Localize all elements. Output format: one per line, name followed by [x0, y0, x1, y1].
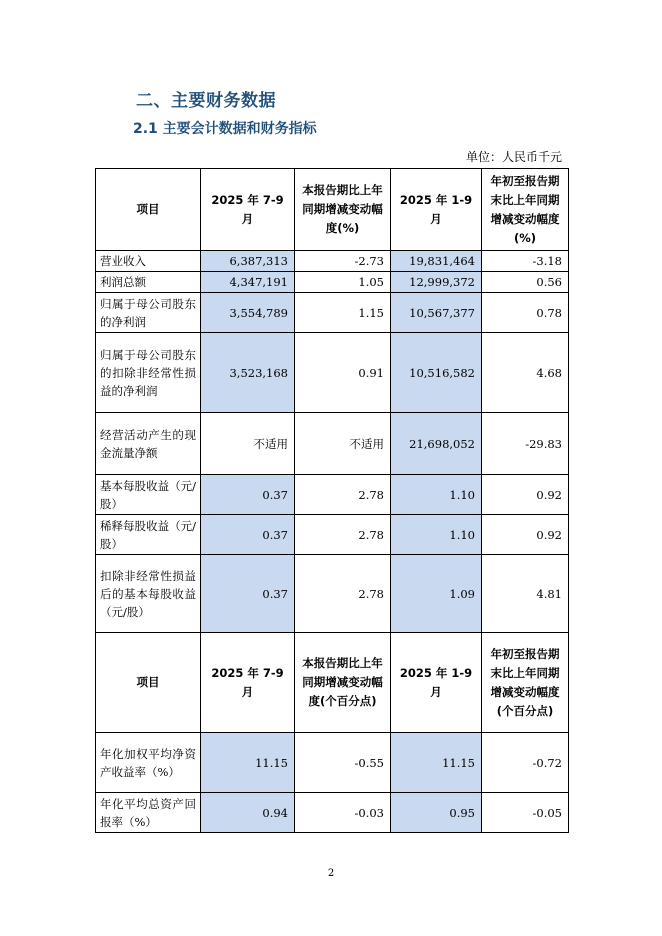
cell-ytd-change: 4.81	[482, 555, 569, 633]
table-row	[96, 555, 569, 633]
table-row	[96, 515, 569, 555]
table-row	[96, 333, 569, 413]
cell-ytd: 10,516,582	[391, 333, 482, 413]
header-q3: 2025 年 7-9 月	[201, 169, 295, 251]
cell-q3: 0.37	[201, 475, 295, 515]
cell-q3-change: -0.55	[295, 733, 391, 793]
table-row	[96, 272, 569, 293]
table-row	[96, 293, 569, 333]
cell-q3: 不适用	[201, 413, 295, 475]
header-item: 项目	[96, 169, 201, 251]
header-q3-change: 本报告期比上年同期增减变动幅度(%)	[295, 169, 391, 251]
row-label: 营业收入	[96, 251, 201, 272]
header-ytd: 2025 年 1-9 月	[391, 169, 482, 251]
cell-ytd-change: 0.92	[482, 515, 569, 555]
cell-ytd: 0.95	[391, 793, 482, 833]
cell-q3: 3,554,789	[201, 293, 295, 333]
header-q3-change: 本报告期比上年同期增减变动幅度(个百分点)	[295, 633, 391, 733]
cell-ytd-change: 0.92	[482, 475, 569, 515]
cell-ytd-change: -0.05	[482, 793, 569, 833]
cell-q3-change: 1.15	[295, 293, 391, 333]
cell-ytd: 1.10	[391, 475, 482, 515]
table-row	[96, 475, 569, 515]
cell-q3-change: 不适用	[295, 413, 391, 475]
cell-ytd: 11.15	[391, 733, 482, 793]
financial-data-table	[95, 168, 569, 833]
cell-ytd-change: -0.72	[482, 733, 569, 793]
cell-ytd-change: -29.83	[482, 413, 569, 475]
table-row	[96, 251, 569, 272]
cell-q3: 0.37	[201, 515, 295, 555]
cell-q3: 4,347,191	[201, 272, 295, 293]
unit-label: 单位：人民币千元	[465, 150, 562, 164]
row-label: 扣除非经常性损益后的基本每股收益（元/股）	[96, 555, 201, 633]
section-title: 二、主要财务数据	[136, 91, 276, 111]
cell-ytd-change: -3.18	[482, 251, 569, 272]
cell-q3: 0.94	[201, 793, 295, 833]
cell-q3-change: 2.78	[295, 555, 391, 633]
cell-ytd: 1.10	[391, 515, 482, 555]
table-row	[96, 413, 569, 475]
cell-q3-change: 2.78	[295, 515, 391, 555]
cell-ytd: 12,999,372	[391, 272, 482, 293]
cell-q3-change: -2.73	[295, 251, 391, 272]
page-number: 2	[327, 868, 335, 879]
row-label: 归属于母公司股东的净利润	[96, 293, 201, 333]
cell-q3: 0.37	[201, 555, 295, 633]
header-q3: 2025 年 7-9 月	[201, 633, 295, 733]
cell-ytd: 21,698,052	[391, 413, 482, 475]
row-label: 稀释每股收益（元/股）	[96, 515, 201, 555]
cell-q3-change: -0.03	[295, 793, 391, 833]
subsection-title: 2.1 主要会计数据和财务指标	[133, 121, 317, 137]
row-label: 归属于母公司股东的扣除非经常性损益的净利润	[96, 333, 201, 413]
cell-ytd: 1.09	[391, 555, 482, 633]
table-row	[96, 793, 569, 833]
cell-q3-change: 0.91	[295, 333, 391, 413]
row-label: 年化平均总资产回报率（%）	[96, 793, 201, 833]
row-label: 经营活动产生的现金流量净额	[96, 413, 201, 475]
header-ytd-change: 年初至报告期末比上年同期增减变动幅度(个百分点)	[482, 633, 569, 733]
row-label: 基本每股收益（元/股）	[96, 475, 201, 515]
cell-q3: 6,387,313	[201, 251, 295, 272]
cell-ytd: 10,567,377	[391, 293, 482, 333]
table-row	[96, 733, 569, 793]
cell-ytd: 19,831,464	[391, 251, 482, 272]
row-label: 年化加权平均净资产收益率（%）	[96, 733, 201, 793]
row-label: 利润总额	[96, 272, 201, 293]
cell-q3: 3,523,168	[201, 333, 295, 413]
header-item: 项目	[96, 633, 201, 733]
cell-ytd-change: 4.68	[482, 333, 569, 413]
header-ytd-change: 年初至报告期末比上年同期增减变动幅度(%)	[482, 169, 569, 251]
cell-ytd-change: 0.78	[482, 293, 569, 333]
cell-q3: 11.15	[201, 733, 295, 793]
table-header-row-2	[96, 633, 569, 733]
cell-ytd-change: 0.56	[482, 272, 569, 293]
cell-q3-change: 1.05	[295, 272, 391, 293]
table-header-row	[96, 169, 569, 251]
header-ytd: 2025 年 1-9 月	[391, 633, 482, 733]
cell-q3-change: 2.78	[295, 475, 391, 515]
